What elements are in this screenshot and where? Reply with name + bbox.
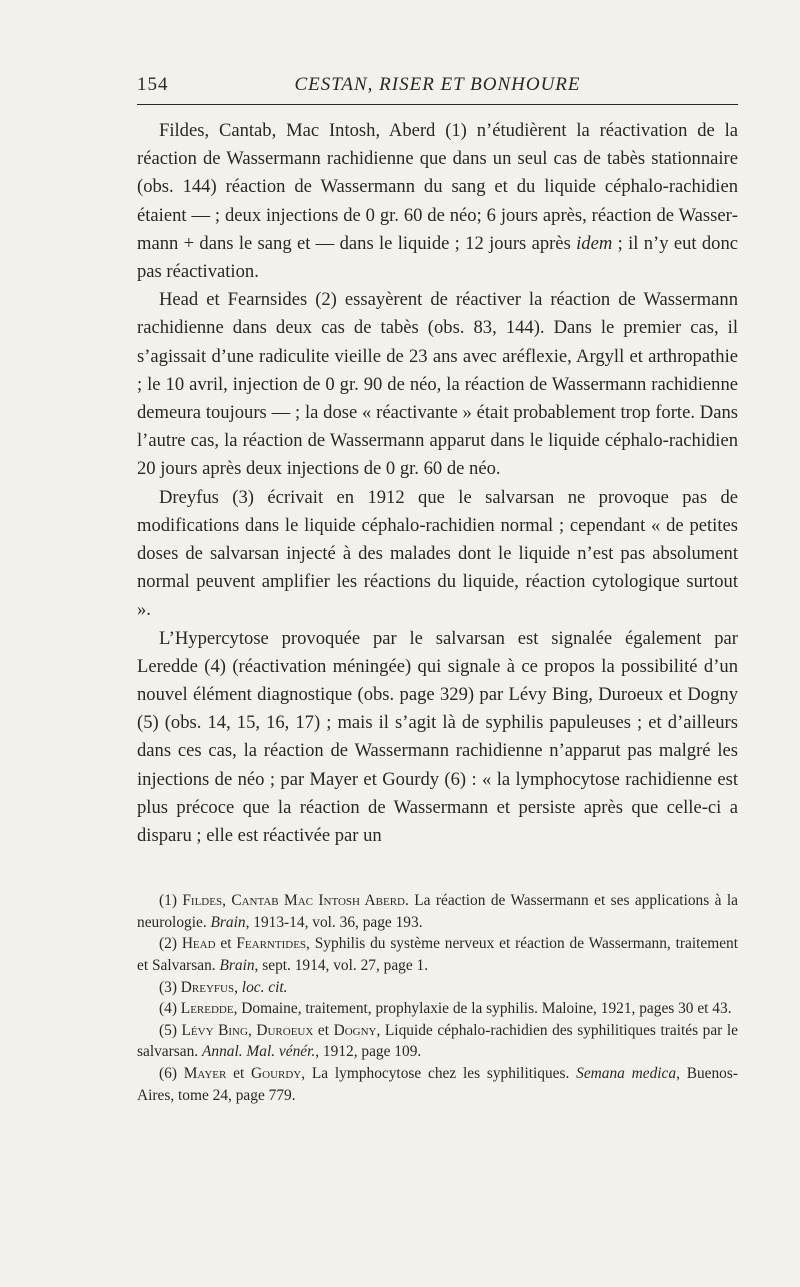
footnote-joiner: et <box>215 935 237 953</box>
running-title: CESTAN, RISER ET BONHOURE <box>294 74 581 95</box>
footnote-number: (1) <box>159 892 183 910</box>
footnote-text: , La lymphocytose chez les syphilitiques. <box>301 1065 577 1083</box>
book-page <box>137 68 738 1106</box>
footnote-journal: Semana medica <box>576 1065 677 1083</box>
footnote-authors: Lévy Bing <box>181 1021 248 1039</box>
footnote-joiner: et <box>226 1065 252 1083</box>
footnote-5 <box>137 1020 738 1063</box>
footnote-authors-2: Gourdy <box>251 1065 302 1083</box>
footnote-number: (6) <box>159 1065 184 1083</box>
running-head <box>137 68 738 98</box>
footnote-authors: Fildes, Cantab Mac Intosh Aberd <box>182 892 405 910</box>
footnote-number: (4) <box>159 1000 181 1018</box>
footnote-journal: loc. cit. <box>241 978 288 996</box>
footnote-4 <box>137 998 738 1020</box>
footnote-text: . La réaction de Wassermann et ses applications à la neurologie. <box>137 892 738 931</box>
header-rule <box>137 104 738 105</box>
body-text <box>137 117 738 850</box>
paragraph-3: Dreyfus (3) écrivait en 1912 que le salvarsan ne provoque pas de modifications dans le liquide céphalo-rachidien normal ; cependant « de petites doses de salvarsan injecté à des malades dont le liquide n’est pas absolument normal peuvent amplifier les réactions du liquide, réaction cytologique surtout ». <box>137 486 738 621</box>
footnote-journal: Brain <box>219 957 255 975</box>
paragraph-4: L’Hypercytose provoquée par le salvarsan est signalée également par Leredde (4) (réactivation méningée) qui signale à ce propos la possibilité d’un nouvel élément diagnostique (obs. page 329) par Lévy Bing, Duroeux et Dogny (5) (obs. 14, 15, 16, 17) ; mais il s’agit là de syphilis papuleuses ; et d’ailleurs dans ces cas, la réaction de Wassermann rachidienne n’apparut pas malgré les injections de néo ; par Mayer et Gourdy (6) : « la lymphocytose rachidienne est plus précoce que la réaction de Wassermann et persiste après que celle-ci a disparu ; elle est réactivée par un <box>137 627 738 847</box>
footnote-authors: Leredde <box>180 1000 234 1018</box>
footnote-text: , <box>234 978 242 996</box>
footnotes <box>137 890 738 1106</box>
footnote-number: (2) <box>159 935 182 953</box>
footnote-authors-2: Fearntides <box>236 935 307 953</box>
footnote-authors-3: Dogny <box>333 1021 377 1039</box>
footnote-authors: Dreyfus <box>180 978 235 996</box>
footnote-citation: , 1913-14, vol. 36, page 193. <box>245 913 423 931</box>
paragraph-1-emphasis: idem <box>576 232 613 254</box>
footnote-joiner: , <box>247 1021 257 1039</box>
footnote-authors-2: Duroeux <box>256 1021 314 1039</box>
footnote-6 <box>137 1063 738 1106</box>
paragraph-2: Head et Fearnsides (2) essayèrent de réactiver la réaction de Wassermann rachidienne dans deux cas de tabès (obs. 83, 144). Dans le premier cas, il s’agissait d’une radiculite vieille de 23 ans avec aréflexie, Argyll et arthropathie ; le 10 avril, injection de 0 gr. 90 de néo, la réaction de Wassermann rachidienne demeura toujours — ; la dose « réactivante » était probablement trop forte. Dans l’autre cas, la réaction de Wassermann apparut dans le liquide céphalo-rachidien 20 jours après deux injections de 0 gr. 60 de néo. <box>137 289 738 480</box>
footnote-1 <box>137 890 738 933</box>
footnote-3 <box>137 977 738 999</box>
footnote-authors: Mayer <box>183 1065 227 1083</box>
footnote-number: (5) <box>159 1021 182 1039</box>
footnote-text: , Liquide céphalo-rachidien des syphilitiques traités par le salvarsan. <box>137 1021 738 1061</box>
footnote-authors: Head <box>181 935 216 953</box>
footnote-citation: , 1912, page 109. <box>315 1043 422 1061</box>
footnote-journal: Annal. Mal. vénér. <box>201 1043 316 1061</box>
footnote-number: (3) <box>159 978 181 996</box>
footnote-text: , Domaine, traitement, prophylaxie de la syphilis. Maloine, 1921, pages 30 et 43. <box>233 1000 732 1018</box>
footnote-citation: , sept. 1914, vol. 27, page 1. <box>254 957 429 975</box>
footnote-citation: , Buenos-Aires, tome 24, page 779. <box>137 1065 738 1104</box>
footnote-joiner-2: et <box>313 1021 334 1039</box>
page-number: 154 <box>137 74 169 95</box>
footnote-journal: Brain <box>210 913 246 931</box>
paragraph-1 <box>137 117 738 286</box>
footnote-text: , Syphilis du système nerveux et réaction de Wassermann, traitement et Salvarsan. <box>137 935 739 975</box>
footnote-2 <box>137 933 738 976</box>
paragraph-1-part-b: ; il n’y eut donc pas réactivation. <box>137 232 738 283</box>
paragraph-1-part-a: Fildes, Cantab, Mac Intosh, Aberd (1) n’étudièrent la réactivation de la réaction de Wassermann rachidienne que dans un seul cas de tabès stationnaire (obs. 144) réaction de Wassermann du sang et du liquide céphalo-rachidien étaient — ; deux injections de 0 gr. 60 de néo; 6 jours après, réaction de Wassermann + dans le sang et — dans le liquide ; 12 jours après <box>137 120 738 254</box>
